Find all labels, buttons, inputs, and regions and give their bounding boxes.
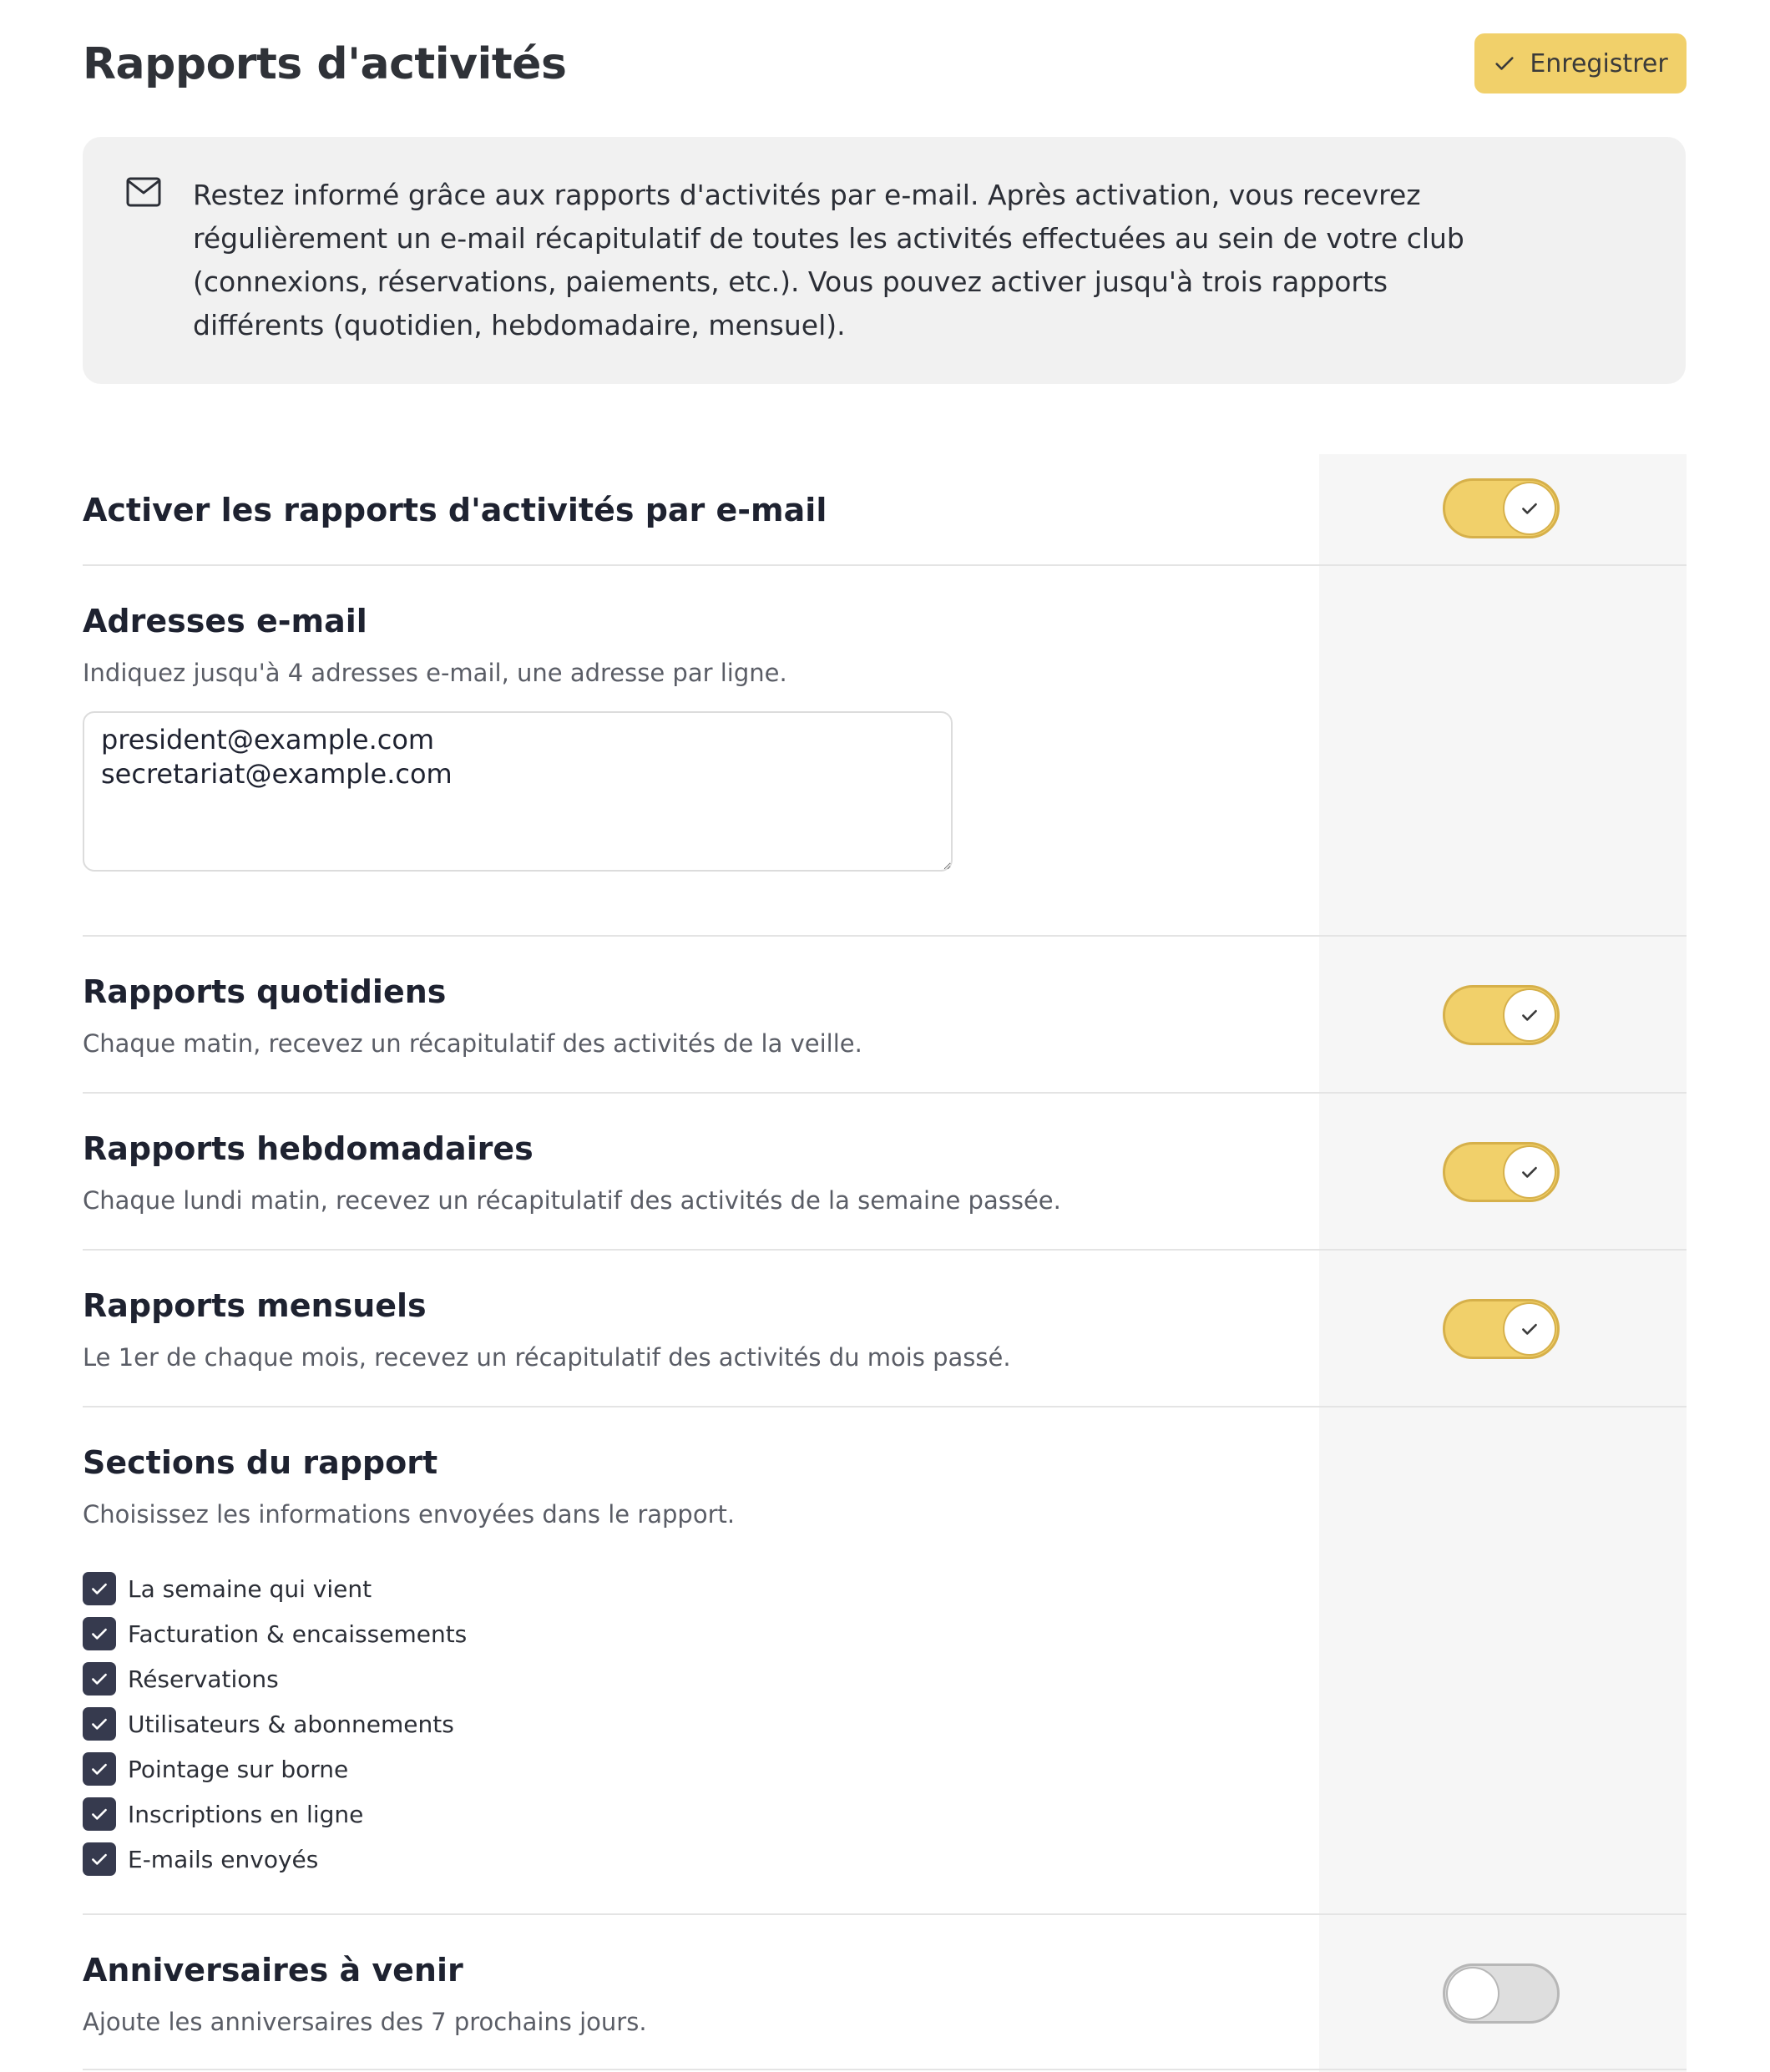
divider	[83, 1092, 1687, 1094]
divider	[83, 2069, 1687, 2070]
monthly-reports-title: Rapports mensuels	[83, 1287, 427, 1324]
check-icon	[88, 1578, 110, 1599]
weekly-reports-toggle[interactable]	[1443, 1142, 1560, 1202]
check-icon	[1519, 1004, 1540, 1026]
emails-title: Adresses e-mail	[83, 603, 367, 639]
divider	[83, 1913, 1687, 1915]
save-button[interactable]	[1474, 33, 1687, 93]
sections-title: Sections du rapport	[83, 1444, 438, 1481]
checkbox[interactable]	[83, 1797, 116, 1831]
check-icon	[88, 1848, 110, 1870]
divider	[83, 564, 1687, 566]
checkbox[interactable]	[83, 1572, 116, 1605]
divider	[83, 935, 1687, 937]
daily-reports-title: Rapports quotidiens	[83, 973, 447, 1010]
enable-reports-label: Activer les rapports d'activités par e-mail	[83, 492, 827, 528]
section-option[interactable]	[83, 1792, 467, 1837]
section-option[interactable]	[83, 1656, 467, 1701]
toggle-column	[1319, 454, 1687, 2072]
check-icon	[88, 1668, 110, 1690]
section-option[interactable]	[83, 1837, 467, 1882]
page-title: Rapports d'activités	[83, 39, 567, 89]
check-icon	[88, 1803, 110, 1825]
divider	[83, 1406, 1687, 1407]
monthly-reports-description: Le 1er de chaque mois, recevez un récapitulatif des activités du mois passé.	[83, 1343, 1011, 1372]
section-option-label: Inscriptions en ligne	[128, 1800, 364, 1828]
check-icon	[1519, 1318, 1540, 1340]
email-addresses-textarea[interactable]	[83, 711, 953, 872]
birthdays-description: Ajoute les anniversaires des 7 prochains jours.	[83, 2008, 647, 2036]
section-option-label: Facturation & encaissements	[128, 1620, 468, 1648]
check-icon	[88, 1623, 110, 1645]
save-button-label: Enregistrer	[1530, 48, 1668, 78]
section-option-label: Pointage sur borne	[128, 1755, 349, 1783]
toggle-knob	[1504, 990, 1555, 1040]
daily-reports-toggle[interactable]	[1443, 985, 1560, 1045]
weekly-reports-description: Chaque lundi matin, recevez un récapitulatif des activités de la semaine passée.	[83, 1186, 1061, 1215]
enable-reports-toggle[interactable]	[1443, 478, 1560, 538]
check-icon	[88, 1713, 110, 1735]
birthdays-toggle[interactable]	[1443, 1963, 1560, 2024]
section-option[interactable]	[83, 1611, 467, 1656]
section-option-label: Réservations	[128, 1665, 279, 1693]
check-icon	[88, 1758, 110, 1780]
divider	[83, 1249, 1687, 1251]
toggle-knob	[1504, 1304, 1555, 1354]
checkbox[interactable]	[83, 1617, 116, 1650]
checkbox[interactable]	[83, 1707, 116, 1741]
toggle-knob	[1504, 1147, 1555, 1197]
checkbox[interactable]	[83, 1662, 116, 1696]
section-option[interactable]	[83, 1746, 467, 1792]
toggle-knob	[1448, 1968, 1498, 2019]
check-icon	[1519, 498, 1540, 519]
section-option-label: E-mails envoyés	[128, 1845, 319, 1873]
sections-checklist	[83, 1566, 467, 1882]
section-option-label: La semaine qui vient	[128, 1574, 372, 1603]
section-option-label: Utilisateurs & abonnements	[128, 1710, 454, 1738]
emails-description: Indiquez jusqu'à 4 adresses e-mail, une adresse par ligne.	[83, 659, 787, 687]
daily-reports-description: Chaque matin, recevez un récapitulatif des activités de la veille.	[83, 1029, 862, 1058]
toggle-knob	[1504, 483, 1555, 533]
mail-icon	[126, 177, 161, 207]
checkbox[interactable]	[83, 1752, 116, 1786]
birthdays-title: Anniversaires à venir	[83, 1952, 463, 1989]
info-box	[83, 137, 1686, 384]
info-text: Restez informé grâce aux rapports d'activités par e-mail. Après activation, vous recevrez régulièrement un e-mail récapitulatif de toutes les activités effectuées au sein de votre club (connexions, réservations, paiements, etc.). Vous pouvez activer jusqu'à trois rapports différents (quotidien, hebdomadaire, mensuel).	[193, 179, 1464, 341]
monthly-reports-toggle[interactable]	[1443, 1299, 1560, 1359]
section-option[interactable]	[83, 1566, 467, 1611]
checkbox[interactable]	[83, 1842, 116, 1876]
weekly-reports-title: Rapports hebdomadaires	[83, 1130, 534, 1167]
section-option[interactable]	[83, 1701, 467, 1746]
check-icon	[1493, 52, 1516, 75]
sections-description: Choisissez les informations envoyées dans le rapport.	[83, 1500, 736, 1529]
check-icon	[1519, 1161, 1540, 1183]
